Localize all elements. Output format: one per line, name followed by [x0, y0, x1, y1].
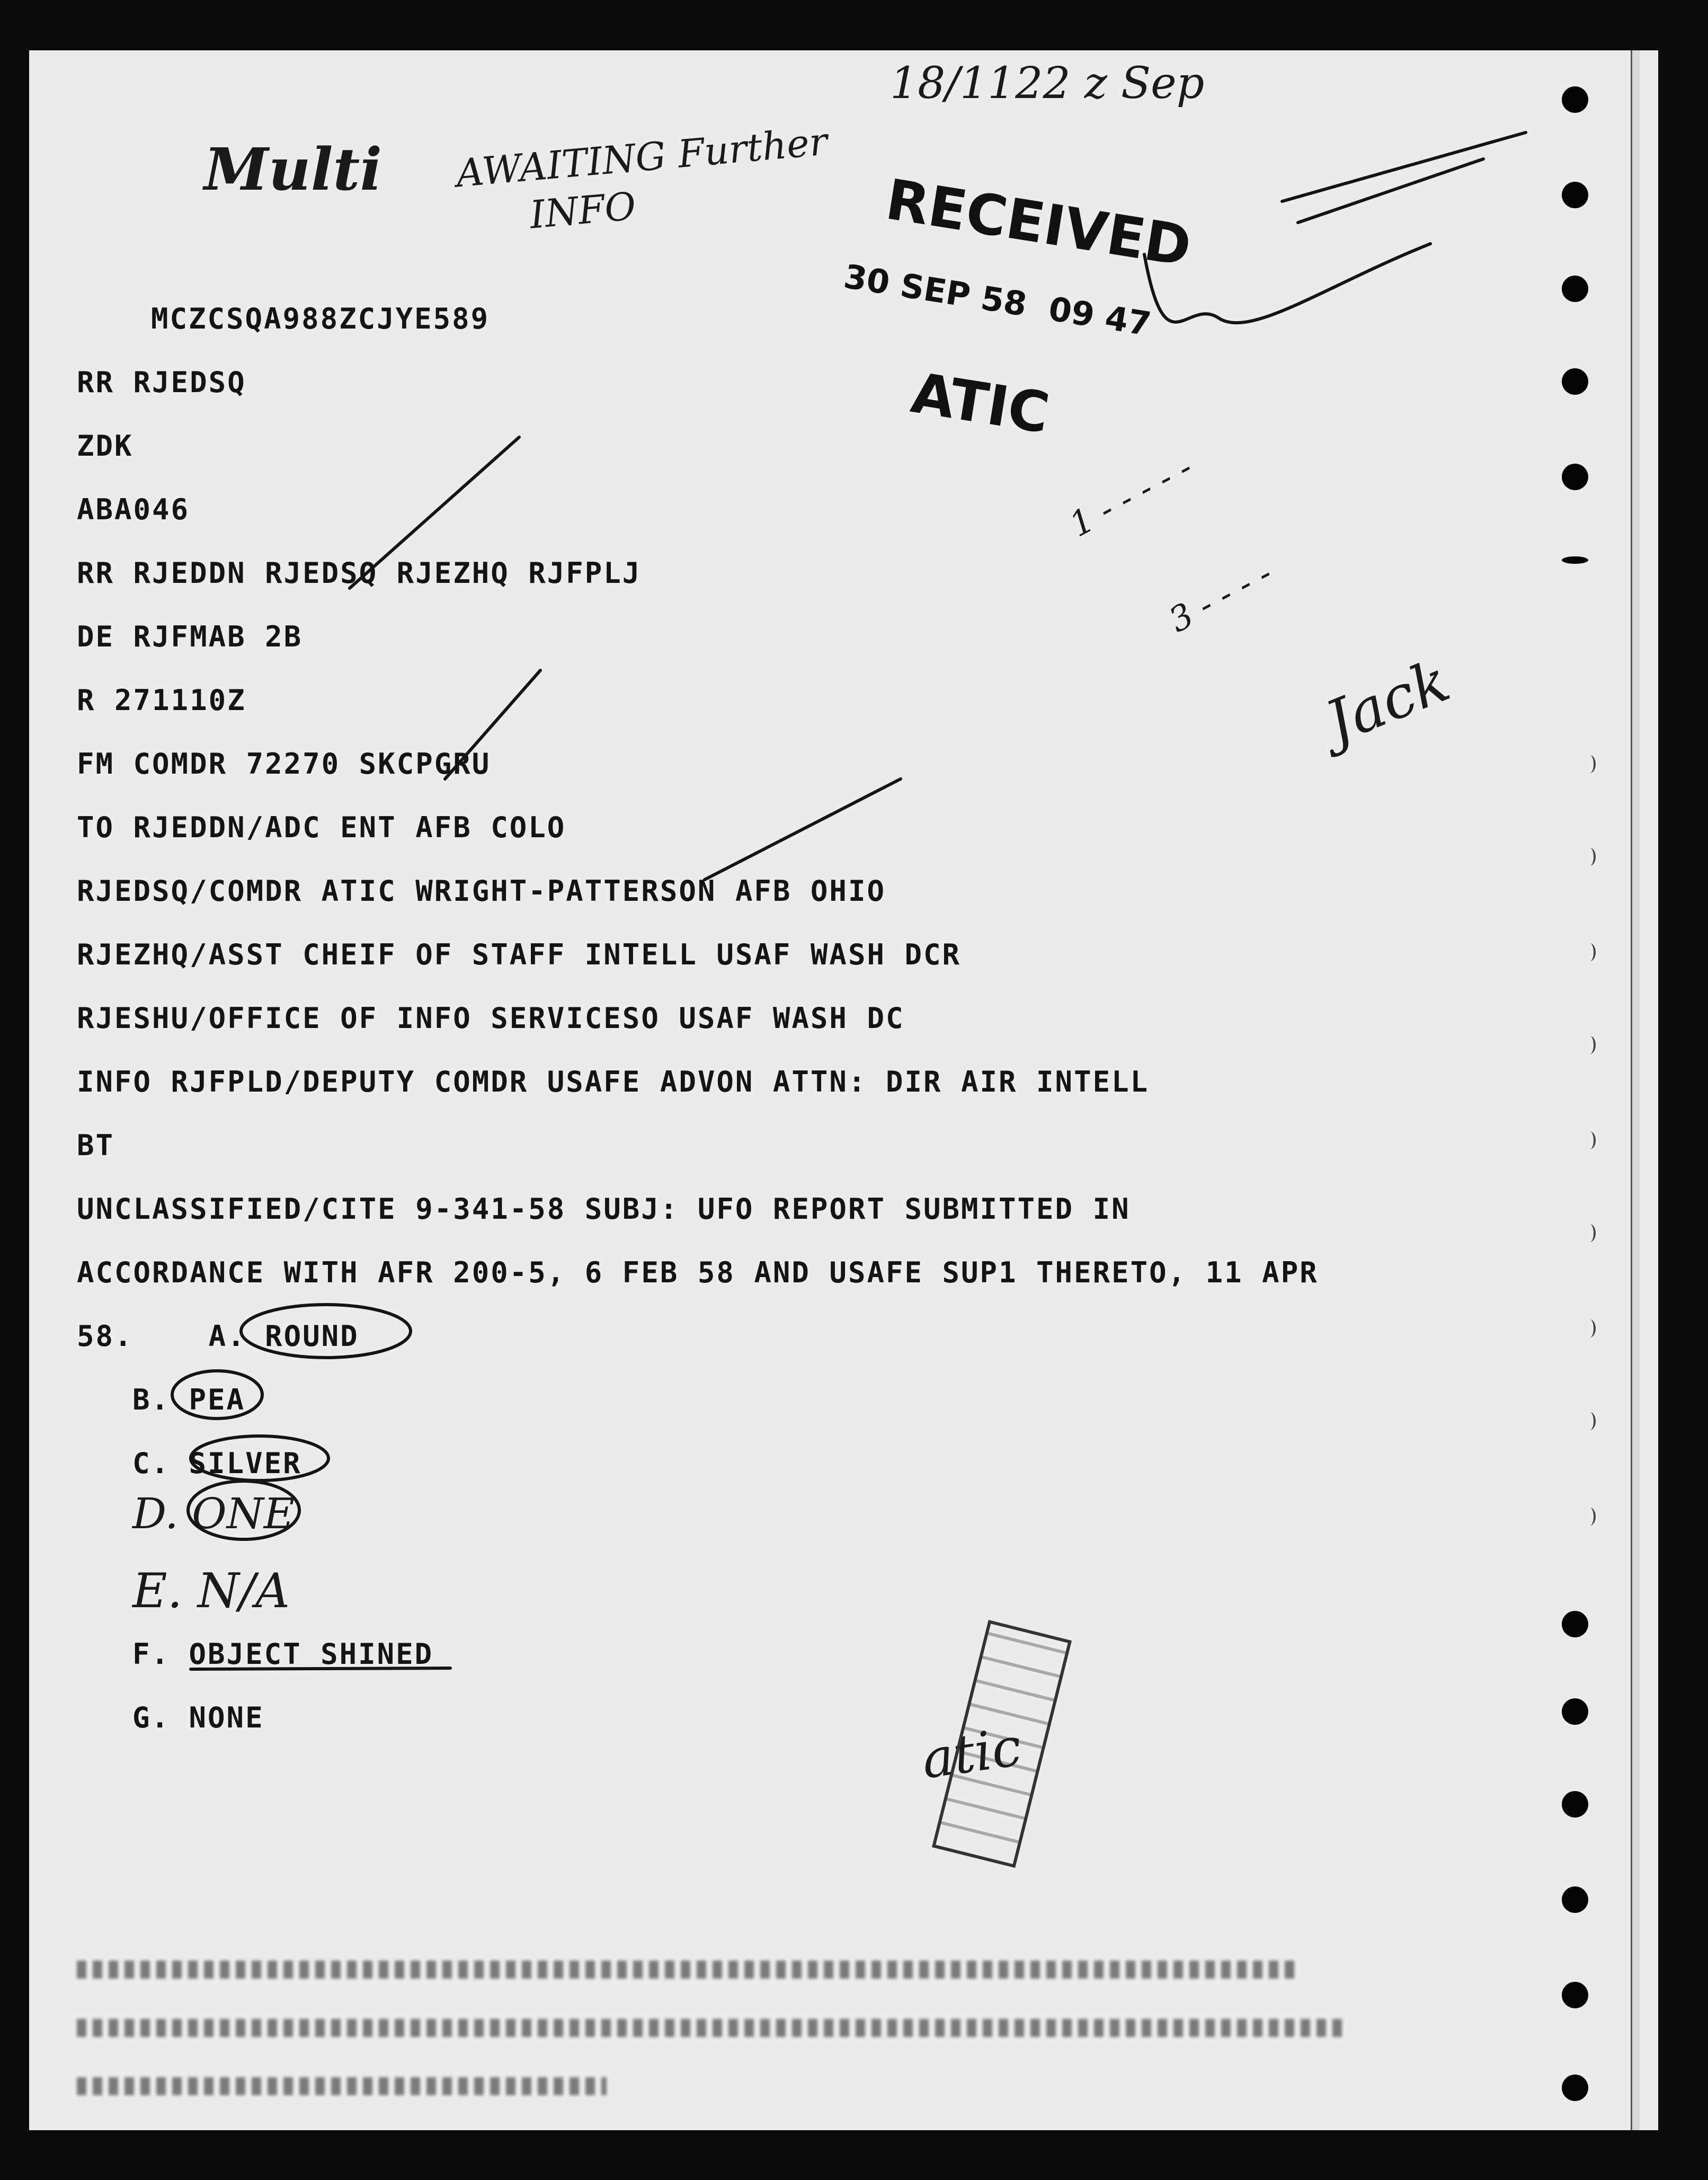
- illegible-text-line: [77, 1961, 1295, 1979]
- feed-hole-edge: [1584, 848, 1596, 866]
- report-item: G. NONE: [132, 1701, 264, 1734]
- feed-hole-edge: [1584, 1508, 1596, 1526]
- feed-hole: [1562, 368, 1588, 395]
- feed-hole: [1562, 2075, 1588, 2101]
- feed-hole: [1562, 1611, 1588, 1637]
- message-header-line: FM COMDR 72270 SKCPGRU: [77, 747, 491, 781]
- feed-hole: [1562, 464, 1588, 490]
- handwritten-date-time: 18/1122 z Sep: [890, 58, 1205, 109]
- feed-hole: [1562, 556, 1588, 564]
- feed-hole-edge: [1584, 1412, 1596, 1430]
- message-header-line: RJEDSQ/COMDR ATIC WRIGHT-PATTERSON AFB OHIO: [77, 874, 886, 908]
- handwritten-scrawl-1: 1 - - - - -: [1063, 448, 1199, 545]
- message-header-line: ABA046: [77, 493, 190, 526]
- feed-hole: [1562, 276, 1588, 302]
- handwritten-awaiting: AWAITING Further: [454, 119, 830, 196]
- tractor-feed-strip: [1631, 50, 1640, 2130]
- illegible-text-line: [77, 2019, 1348, 2037]
- feed-hole-edge: [1584, 1036, 1596, 1054]
- message-header-line: RJESHU/OFFICE OF INFO SERVICESO USAF WASH DC: [77, 1002, 905, 1035]
- feed-hole: [1562, 86, 1588, 113]
- handwritten-initials: Jack: [1316, 646, 1459, 757]
- message-header-line: RR RJEDSQ: [77, 366, 246, 399]
- message-header-line: DE RJFMAB 2B: [77, 620, 303, 653]
- message-header-line: R 271110Z: [77, 684, 246, 717]
- report-item: B. PEA: [132, 1383, 246, 1416]
- report-item: C. SILVER: [132, 1447, 302, 1480]
- feed-hole: [1562, 1698, 1588, 1725]
- feed-hole-edge: [1584, 755, 1596, 773]
- message-body-line: 58. A. ROUND: [77, 1319, 359, 1353]
- handwritten-scrawl-2: 3 - - - -: [1162, 554, 1279, 641]
- message-header-line: BT: [77, 1129, 115, 1162]
- handwritten-multi: Multi: [204, 135, 382, 203]
- feed-hole-edge: [1584, 1131, 1596, 1149]
- report-item: F. OBJECT SHINED: [132, 1637, 434, 1671]
- feed-hole: [1562, 1982, 1588, 2008]
- received-stamp-label: RECEIVED: [882, 167, 1196, 279]
- message-header-line: ZDK: [77, 429, 134, 463]
- feed-hole: [1562, 182, 1588, 208]
- message-header-line: MCZCSQA988ZCJYE589: [151, 302, 490, 335]
- message-header-line: RJEZHQ/ASST CHEIF OF STAFF INTELL USAF WASH DCR: [77, 938, 962, 971]
- report-item-handwritten: E. N/A: [132, 1563, 290, 1619]
- feed-hole: [1562, 1791, 1588, 1818]
- message-body-line: ACCORDANCE WITH AFR 200-5, 6 FEB 58 AND USAFE SUP1 THERETO, 11 APR: [77, 1256, 1319, 1289]
- feed-hole-edge: [1584, 943, 1596, 961]
- message-header-line: TO RJEDDN/ADC ENT AFB COLO: [77, 811, 566, 844]
- message-header-line: INFO RJFPLD/DEPUTY COMDR USAFE ADVON ATTN: DIR AIR INTELL: [77, 1065, 1150, 1098]
- message-header-line: RR RJEDDN RJEDSQ RJEZHQ RJFPLJ: [77, 556, 642, 590]
- received-stamp-date: 30 SEP 58 09 47: [841, 256, 1154, 344]
- feed-hole-edge: [1584, 1319, 1596, 1337]
- handwritten-info: INFO: [528, 183, 638, 237]
- received-stamp-office: ATIC: [907, 360, 1054, 446]
- illegible-text-line: [77, 2077, 607, 2095]
- message-body-line: UNCLASSIFIED/CITE 9-341-58 SUBJ: UFO REPORT SUBMITTED IN: [77, 1192, 1131, 1226]
- report-item-handwritten: D. ONE: [132, 1489, 295, 1538]
- feed-hole: [1562, 1886, 1588, 1913]
- feed-hole-edge: [1584, 1224, 1596, 1242]
